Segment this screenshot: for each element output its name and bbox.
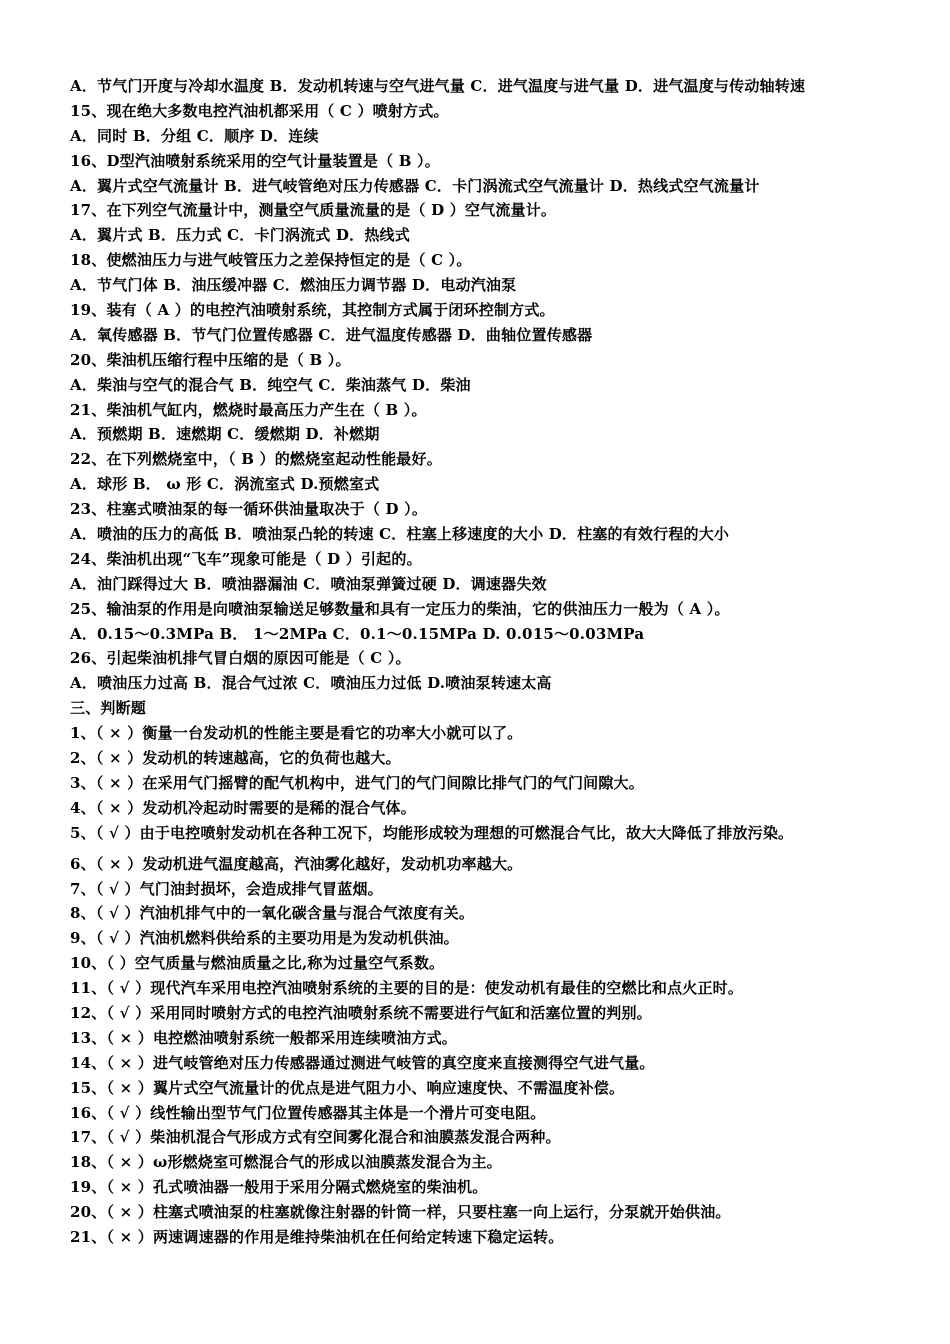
judge-item-1: 1、（ × ）衡量一台发动机的性能主要是看它的功率大小就可以了。 [70,724,523,743]
judge-item-5: 5、（ √ ）由于电控喷射发动机在各种工况下，均能形成较为理想的可燃混合气比，故大大降低了排放污染。 [70,823,794,842]
judge-item-4: 4、（ × ）发动机冷起动时需要的是稀的混合气体。 [70,798,416,817]
q19-options: A．氧传感器 B．节气门位置传感器 C．进气温度传感器 D．曲轴位置传感器 [70,325,593,344]
document-body [70,74,930,1250]
q26-options: A．喷油压力过高 B．混合气过浓 C．喷油压力过低 D.喷油泵转速太高 [70,674,552,693]
q24-options: A．油门踩得过大 B．喷油器漏油 C．喷油泵弹簧过硬 D．调速器失效 [70,574,547,593]
q25-options: A．0.15～0.3MPa B． 1～2MPa C．0.1～0.15MPa D. 0.015～0.03MPa [70,624,645,643]
judge-item-17: 17、（ √ ）柴油机混合气形成方式有空间雾化混合和油膜蒸发混合两种。 [70,1128,561,1147]
q15-options: A．同时 B．分组 C．顺序 D．连续 [70,126,319,145]
judge-item-20: 20、（ × ）柱塞式喷油泵的柱塞就像注射器的针筒一样，只要柱塞一向上运行，分泵就开始供油。 [70,1203,731,1222]
judge-item-6: 6、（ × ）发动机进气温度越高，汽油雾化越好，发动机功率越大。 [70,854,523,873]
judge-item-12: 12、（ √ ）采用同时喷射方式的电控汽油喷射系统不需要进行气缸和活塞位置的判别。 [70,1003,652,1022]
judge-item-14: 14、（ × ）进气岐管绝对压力传感器通过测进气岐管的真空度来直接测得空气进气量。 [70,1053,655,1072]
judge-item-2: 2、（ × ）发动机的转速越高，它的负荷也越大。 [70,749,401,768]
q24-question: 24、柴油机出现“飞车”现象可能是（ D ）引起的。 [70,549,422,568]
judge-item-21: 21、（ × ）两速调速器的作用是维持柴油机在任何给定转速下稳定运转。 [70,1227,564,1246]
judge-item-16: 16、（ √ ）线性输出型节气门位置传感器其主体是一个滑片可变电阻。 [70,1103,546,1122]
q25-question: 25、输油泵的作用是向喷油泵输送足够数量和具有一定压力的柴油，它的供油压力一般为（ A ）。 [70,599,730,618]
q17-options: A．翼片式 B．压力式 C．卡门涡流式 D．热线式 [70,226,410,245]
q26-question: 26、引起柴油机排气冒白烟的原因可能是（ C ）。 [70,649,411,668]
judge-item-19: 19、（ × ）孔式喷油器一般用于采用分隔式燃烧室的柴油机。 [70,1178,488,1197]
q16-question: 16、D型汽油喷射系统采用的空气计量装置是（ B ）。 [70,151,440,170]
q23-options: A．喷油的压力的高低 B．喷油泵凸轮的转速 C．柱塞上移速度的大小 D．柱塞的有效行程的大小 [70,525,730,544]
q14-options: A．节气门开度与冷却水温度 B．发动机转速与空气进气量 C．进气温度与进气量 D．进气温度与传动轴转速 [70,77,806,95]
q17-question: 17、在下列空气流量计中，测量空气质量流量的是（ D ）空气流量计。 [70,201,557,220]
q22-options: A．球形 B． ω 形 C．涡流室式 D.预燃室式 [70,475,380,494]
q15-question: 15、现在绝大多数电控汽油机都采用（ C ）喷射方式。 [70,101,449,120]
q21-question: 21、柴油机气缸内，燃烧时最高压力产生在（ B ）。 [70,400,427,419]
q21-options: A．预燃期 B．速燃期 C．缓燃期 D．补燃期 [70,425,380,444]
judge-item-7: 7、（ √ ）气门油封损坏，会造成排气冒蓝烟。 [70,879,383,898]
q19-question: 19、装有（ A ）的电控汽油喷射系统，其控制方式属于闭环控制方式。 [70,301,555,320]
judge-item-8: 8、（ √ ）汽油机排气中的一氧化碳含量与混合气浓度有关。 [70,904,475,923]
judge-item-3: 3、（ × ）在采用气门摇臂的配气机构中，进气门的气门间隙比排气门的气门间隙大。 [70,773,644,792]
q18-question: 18、使燃油压力与进气岐管压力之差保持恒定的是（ C ）。 [70,251,472,270]
judge-item-9: 9、（ √ ）汽油机燃料供给系的主要功用是为发动机供油。 [70,929,459,948]
judge-item-10: 10、（ ）空气质量与燃油质量之比,称为过量空气系数。 [70,954,445,973]
q23-question: 23、柱塞式喷油泵的每一循环供油量取决于（ D ）。 [70,500,428,519]
q16-options: A．翼片式空气流量计 B．进气岐管绝对压力传感器 C．卡门涡流式空气流量计 D．热线式空气流量计 [70,176,760,195]
judge-item-18: 18、（ × ）ω形燃烧室可燃混合气的形成以油膜蒸发混合为主。 [70,1153,502,1172]
q20-question: 20、柴油机压缩行程中压缩的是（ B ）。 [70,350,351,369]
judge-item-11: 11、（ √ ）现代汽车采用电控汽油喷射系统的主要的目的是：使发动机有最佳的空燃比和点火正时。 [70,979,744,998]
judge-item-15: 15、（ × ）翼片式空气流量计的优点是进气阻力小、响应速度快、不需温度补偿。 [70,1078,625,1097]
section-title: 三、判断题 [70,699,147,718]
q20-options: A．柴油与空气的混合气 B．纯空气 C．柴油蒸气 D．柴油 [70,375,471,394]
q18-options: A．节气门体 B．油压缓冲器 C．燃油压力调节器 D．电动汽油泵 [70,276,517,295]
judge-item-13: 13、（ × ）电控燃油喷射系统一般都采用连续喷油方式。 [70,1028,457,1047]
q22-question: 22、在下列燃烧室中，（ B ）的燃烧室起动性能最好。 [70,450,442,469]
